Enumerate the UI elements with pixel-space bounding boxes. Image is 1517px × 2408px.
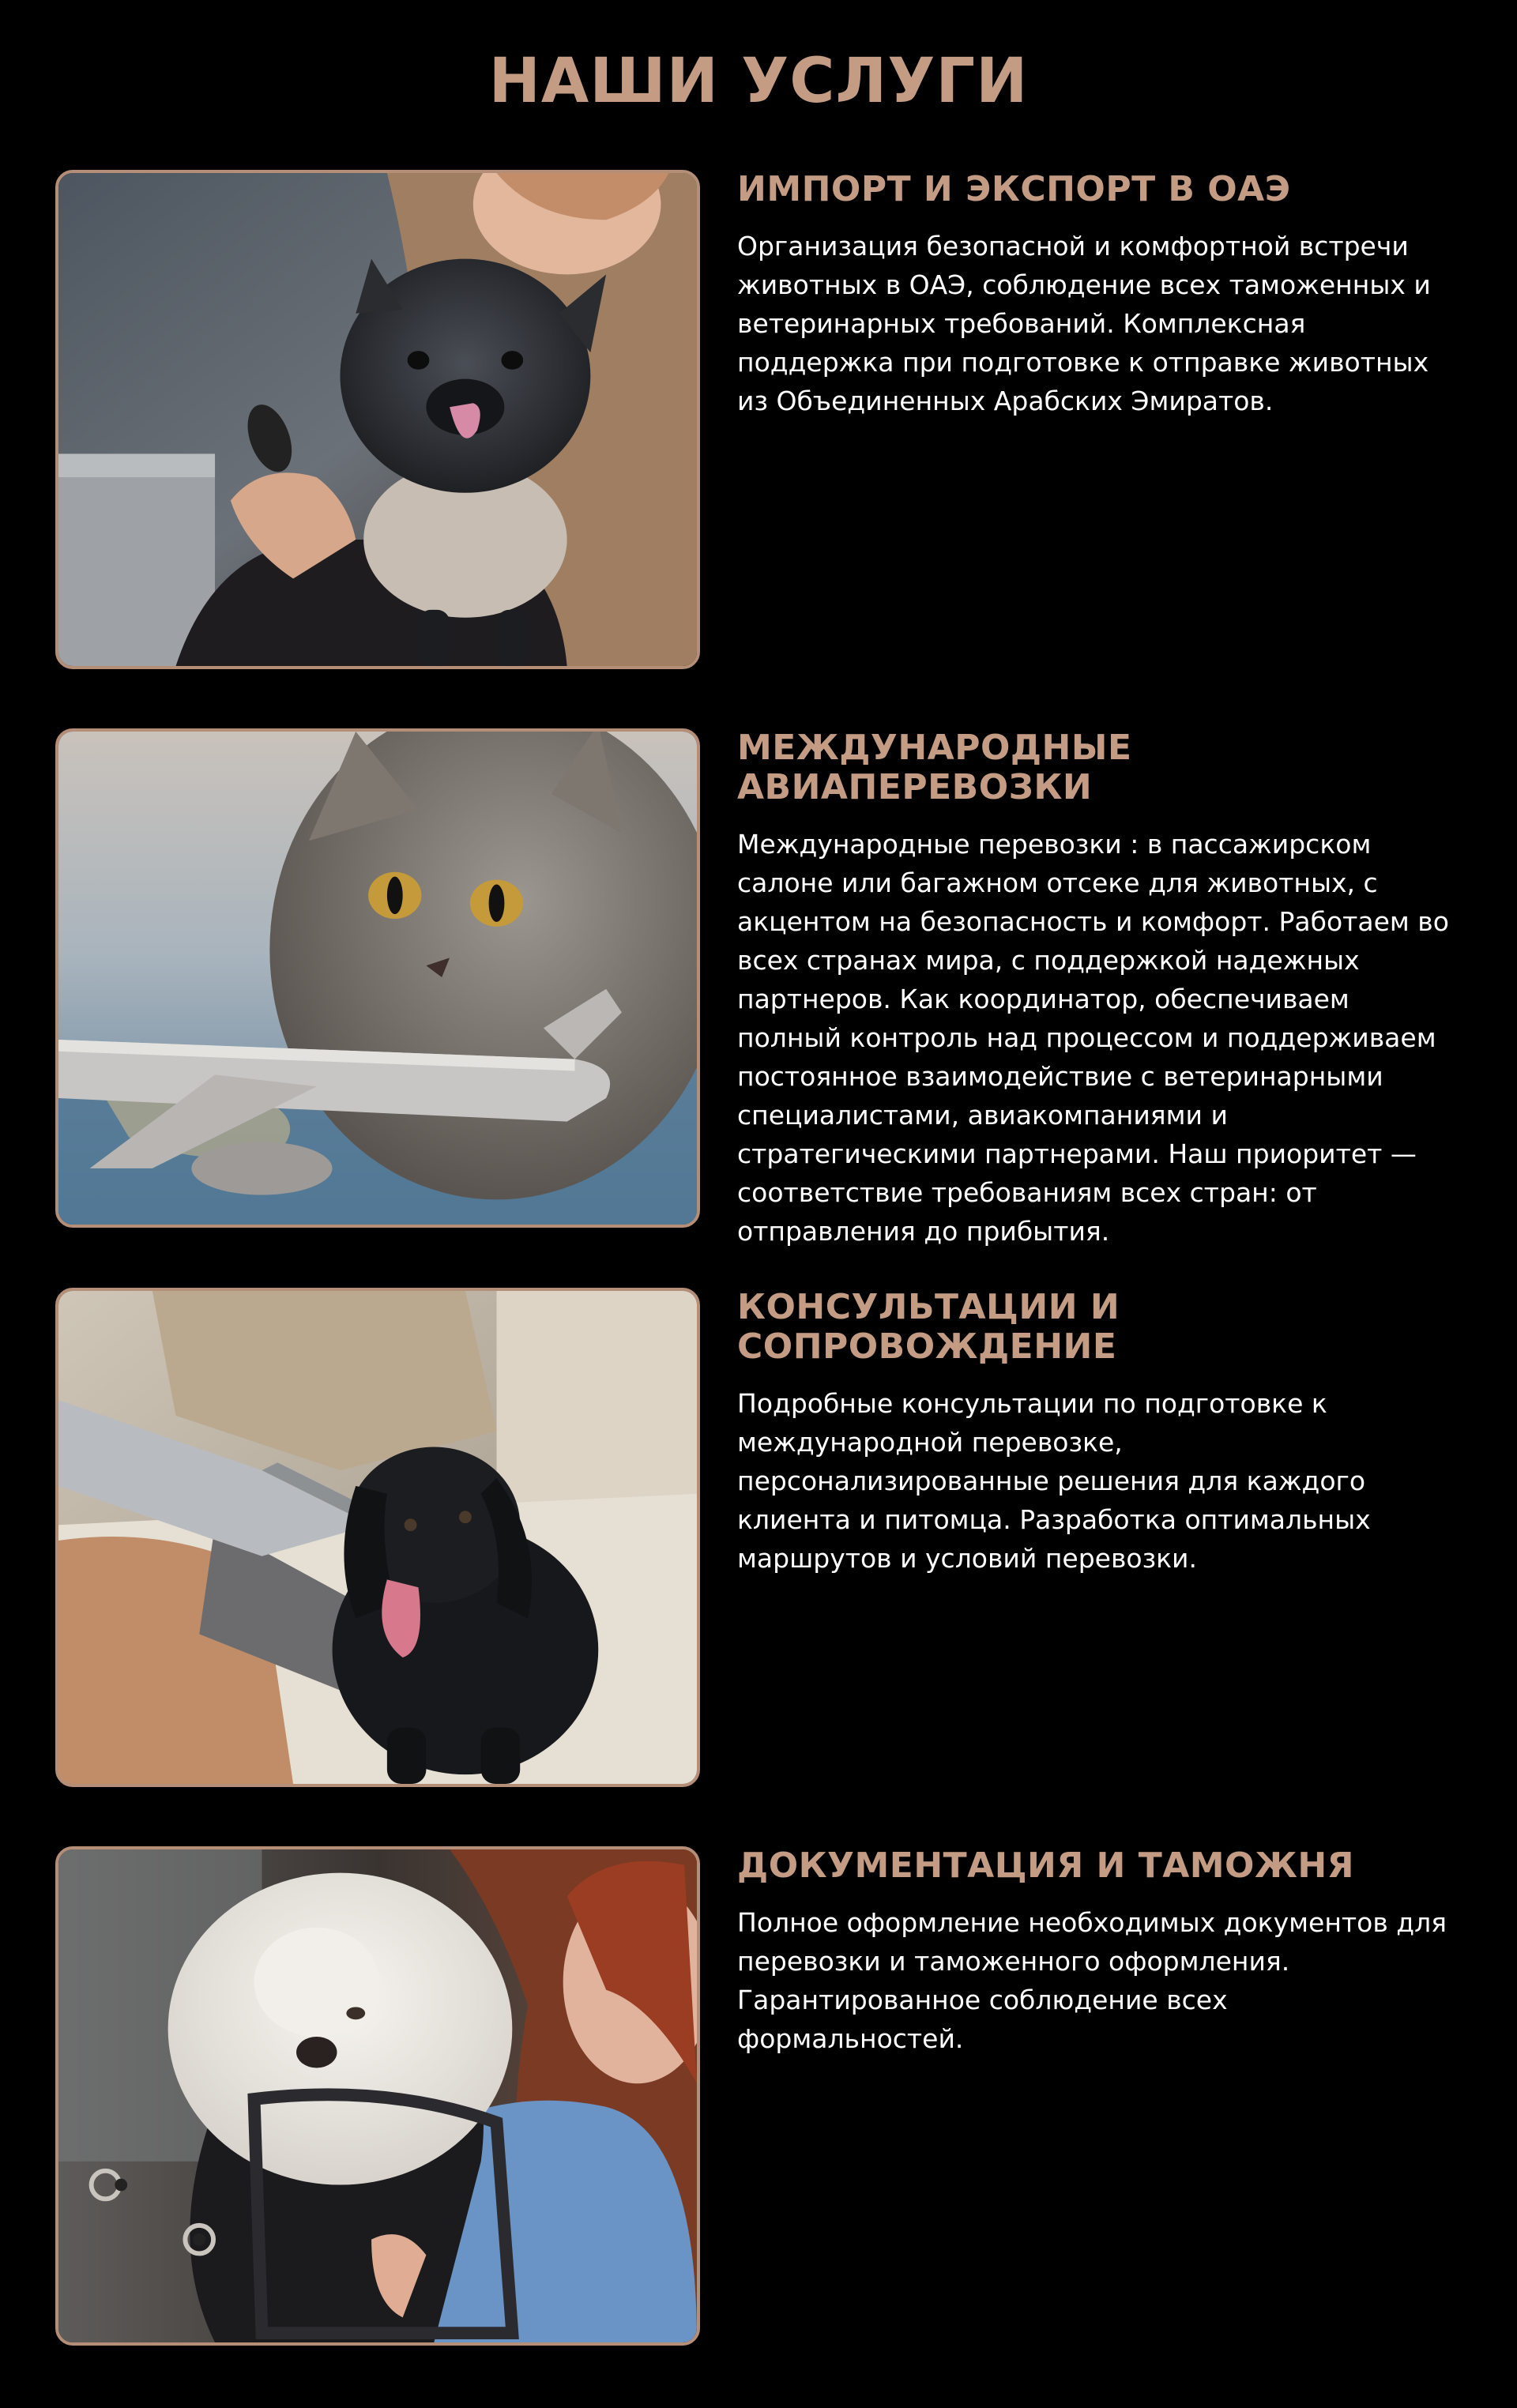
black-spaniel-with-laptop-owner-image (58, 1291, 697, 1784)
service-text-documentation (737, 1846, 1496, 2058)
page-title: НАШИ УСЛУГИ (488, 46, 1029, 117)
service-description: Международные перевозки : в пассажирском салоне или багажном отсеке для животных, с акцентом на безопасность и комфорт. Работаем во всех странах мира, с поддержкой надежных партнеров. Как координатор, обеспечиваем полный контроль над процессом и поддерживаем постоянное взаимодействие с ветеринарными специалистами, авиакомпаниями и стратегическими партнерами. Наш приоритет — соответствие требованиям всех стран: от отправления до прибытия. (737, 829, 1449, 1247)
cat-with-toy-airplane-image (58, 732, 697, 1225)
service-title: КОНСУЛЬТАЦИИ И СОПРОВОЖДЕНИЕ (737, 1287, 1120, 1367)
woman-holding-french-bulldog-image (58, 173, 697, 666)
service-text-consultations (737, 1288, 1496, 1578)
service-description: Организация безопасной и комфортной встречи животных в ОАЭ, соблюдение всех таможенных и ветеринарных требований. Комплексная поддержка при подготовке к отправке животных из Объединенных Арабских Эмиратов. (737, 231, 1431, 416)
service-card-import-export (55, 170, 1462, 675)
service-title: МЕЖДУНАРОДНЫЕ АВИАПЕРЕВОЗКИ (737, 728, 1132, 807)
service-card-documentation (55, 1846, 1462, 2352)
service-text-air-transport (737, 728, 1496, 1251)
service-card-air-transport (55, 728, 1462, 1247)
black-spaniel-with-laptop-owner-photo (55, 1288, 700, 1787)
woman-holding-french-bulldog-photo (55, 170, 700, 669)
service-card-consultations (55, 1288, 1462, 1793)
service-description: Подробные консультации по подготовке к международной перевозке, персонализированные решения для каждого клиента и питомца. Разработка оптимальных маршрутов и условий перевозки. (737, 1388, 1371, 1574)
woman-with-white-dog-in-carrier-image (58, 1849, 697, 2342)
service-title: ИМПОРТ И ЭКСПОРТ В ОАЭ (737, 169, 1291, 209)
service-text-import-export (737, 170, 1496, 420)
service-title: ДОКУМЕНТАЦИЯ И ТАМОЖНЯ (737, 1846, 1355, 1886)
service-description: Полное оформление необходимых документов для перевозки и таможенного оформления. Гарантированное соблюдение всех формальностей. (737, 1907, 1447, 2054)
woman-with-white-dog-in-carrier-photo (55, 1846, 700, 2346)
cat-with-toy-airplane-photo (55, 728, 700, 1228)
